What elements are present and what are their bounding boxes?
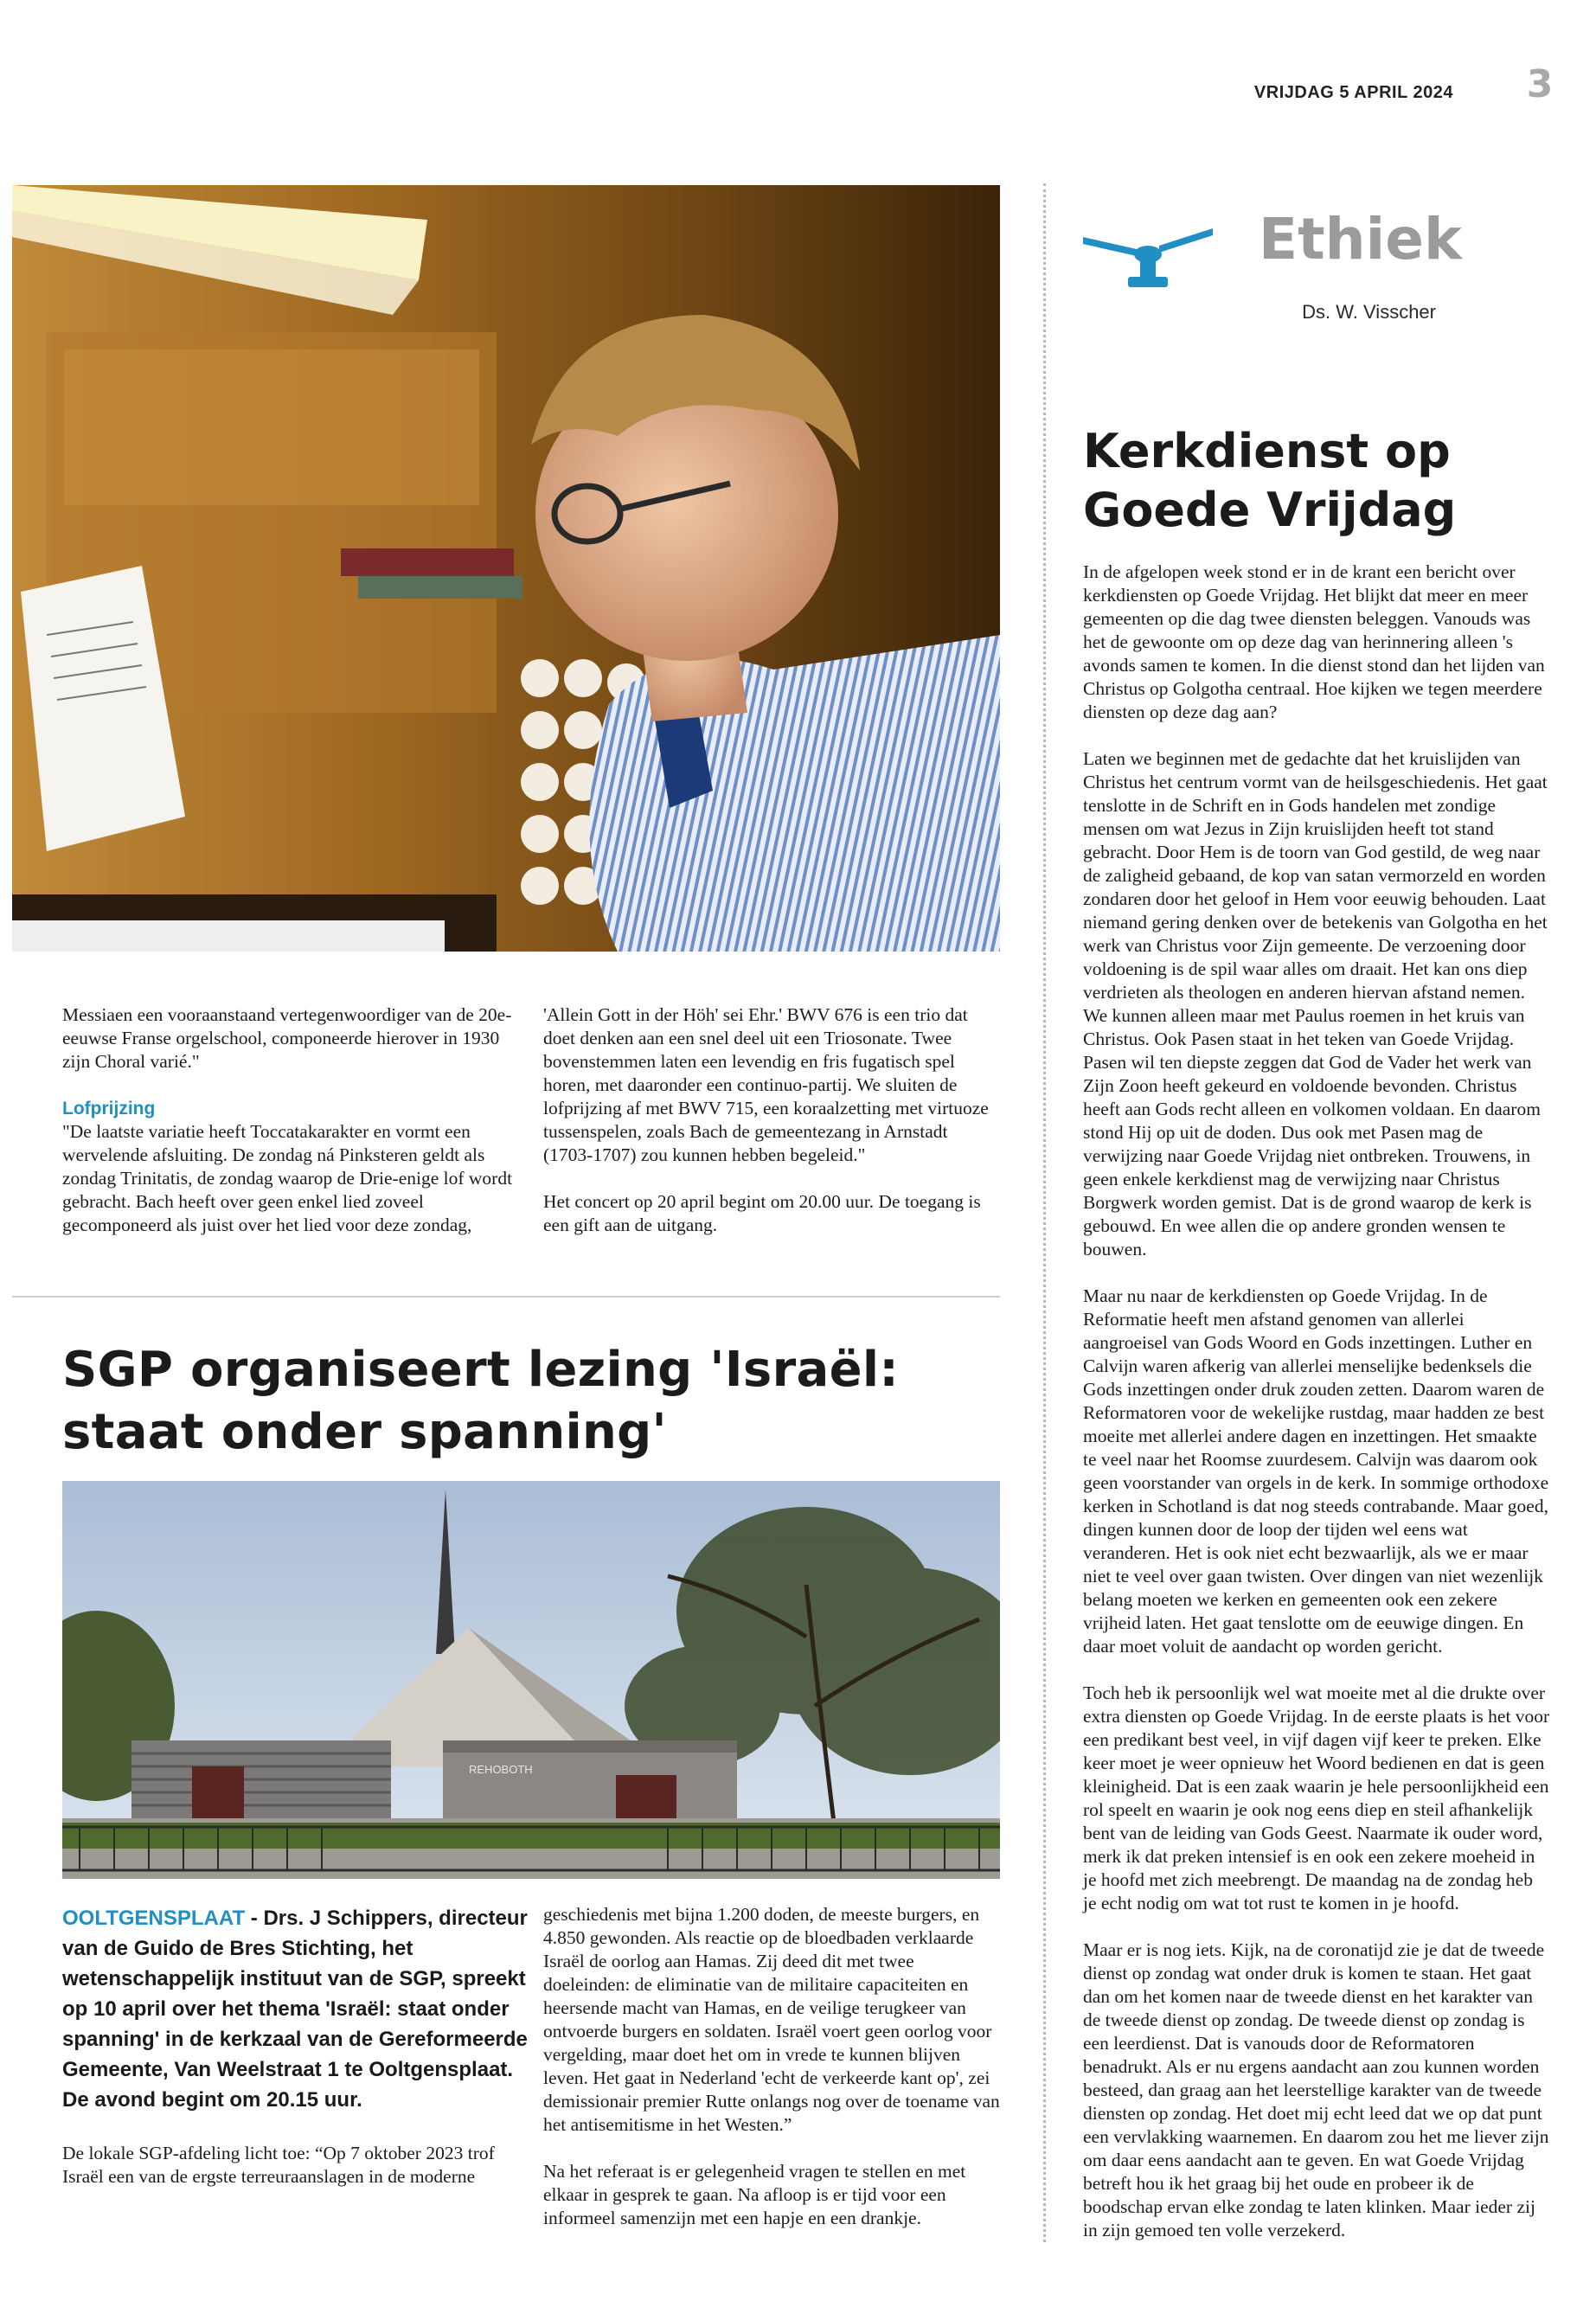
scales-icon: [1083, 216, 1213, 291]
sgp-lead: [62, 1903, 529, 2115]
ethiek-headline: Kerkdienst op Goede Vrijdag: [1083, 424, 1457, 537]
page-number: 3: [1526, 62, 1554, 106]
church-photo: [62, 1481, 1000, 1879]
sgp-article-paragraph: De lokale SGP-afdeling licht toe: “Op 7 oktober 2023 trof Israël een van de ergste terreuraanslagen in de moderne: [62, 2143, 495, 2187]
dateline-place: OOLTGENSPLAAT: [62, 1907, 246, 1930]
column-divider: [1043, 183, 1046, 2242]
organist-photo: [12, 185, 1000, 952]
sgp-article-column-1: [62, 2142, 529, 2212]
section-rule: [12, 1296, 1000, 1298]
organ-article-paragraph: Het concert op 20 april begint om 20.00 uur. De toegang is een gift aan de uitgang.: [543, 1191, 981, 1235]
ethiek-paragraph: Toch heb ik persoonlijk wel wat moeite met al die drukte over extra diensten op Goede Vrijdag. In de eerste plaats is het voor een predikant best veel, in vijf dagen vijf keer te preken. Elke keer moet je weer opnieuw het Woord bedienen en dat is geen kleinigheid. Dat is een zaak waarin je hele persoonlijkheid een rol speelt en waarin je ook nog eens diep en steil afhankelijk bent van de leiding van Gods Geest. Naarmate ik ouder word, merk ik dat preken intensief is en ook een zekere moeheid in je hoofd met zich meebrengt. De maandag na de zondag heb je echt nodig om wat tot rust te komen in je hoofd.: [1083, 1682, 1550, 1913]
sgp-article-paragraph: geschiedenis met bijna 1.200 doden, de meeste burgers, en 4.850 gewonden. Als reactie op de bloedbaden verklaarde Israël de oorlog aan Hamas. Zij deed dit met twee doeleinden: de eliminatie van de militaire capaciteiten en heersende macht van Hamas, en de veilige terugkeer van ontvoerde burgers en soldaten. Israël voert geen oorlog voor vergelding, maar doet het om in vrede te kunnen blijven leven. Het gaat in Nederland 'echt de verkeerde kant op', zei demissionair premier Rutte onlangs nog over de toename van het antisemitisme in het Westen.”: [543, 1904, 1000, 2135]
sgp-article-column-2: [543, 1903, 1000, 2253]
ethiek-paragraph: Maar nu naar de kerkdiensten op Goede Vrijdag. In de Reformatie heeft men afstand genomen van allerlei aangroeisel van Gods Woord en Gods inzettingen. Luther en Calvijn waren afkerig van allerlei menselijke bedenksels die Gods inzettingen onder druk zouden zetten. Daarom waren de Reformatoren voor de wekelijke rustdag, maar hadden ze best moeite met allerlei andere dagen en inzettingen. Het smaakte te veel naar het Roomse zuurdesem. Calvijn was daarom ook geen voorstander van orgels in de kerk. In sommige orthodoxe kerken in Schotland is dat nog steeds contrabande. Maar goed, dingen kunnen door de loop der tijden wel eens wat veranderen. Het is ook niet echt bezwaarlijk, als we er maar niet te veel over gaan twisten. Over dingen van niet wezenlijk belang moeten we kerken en gemeenten ook een zekere vrijheid laten. Het gaat tenslotte om de eeuwige dingen. En daar moet voluit de aandacht op worden gericht.: [1083, 1285, 1549, 1657]
ethiek-paragraph: Laten we beginnen met de gedachte dat het kruislijden van Christus het centrum vormt van de heilsgeschiedenis. Het gaat tenslotte in de Schrift en in Gods handelen met zondige mensen om wat Jezus in Zijn kruislijden heeft tot stand gebracht. Door Hem is de toorn van God gestild, de weg naar de zaligheid gebaand, de kop van satan vermorzeld en worden zondaren door het geloof in Hem voor eeuwig behouden. Laat niemand gering denken over de betekenis van Golgotha en het werk van Christus voor Zijn gemeente. De verzoening door voldoening is de spil waar alles om draait. Het kan ons diep verdrieten als theologen en anderen hiervan afstand nemen. We kunnen alleen maar met Paulus roemen in het kruis van Christus. Ook Pasen staat in het teken van Goede Vrijdag. Pasen wil ten diepste zeggen dat God de Vader het werk van Zijn Zoon heeft gekeurd en voldoende bevonden. Christus heeft aan Gods recht alleen en volkomen voldaan. En daarom stond Hij op uit de doden. Dus ook met Pasen mag de verwijzing naar Goede Vrijdag niet ontbreken. Trouwens, in geen enkele kerkdienst mag de verwijzing naar Christus Borgwerk worden gemist. Dat is de grond waarop de kerk is gebouwd. En wee allen die op andere gronden wensen te bouwen.: [1083, 748, 1548, 1259]
ethiek-paragraph: In de afgelopen week stond er in de krant een bericht over kerkdiensten op Goede Vrijdag. Het blijkt dat meer en meer gemeenten op die dag twee diensten beleggen. Vanouds was het de gewoonte om op deze dag van herinnering alleen 's avonds samen te komen. In die dienst stond dan het lijden van Christus op Golgotha centraal. Hoe kijken we tegen meerdere diensten op deze dag aan?: [1083, 561, 1545, 722]
ethiek-paragraph: Maar er is nog iets. Kijk, na de coronatijd zie je dat de tweede dienst op zondag wat onder druk is komen te staan. Het gaat dan om het komen naar de tweede dienst en het karakter van de tweede dienst op zondag. De tweede dienst op zondag is een leerdienst. Dat is vanouds door de Reformatoren benadrukt. Als er nu ergens aandacht aan zou kunnen worden besteed, dan graag aan het leerstellige karakter van de tweede diensten op zondag. Het doet mij echt leed dat we op dat punt een vervlakking waarnemen. En daarom zou het me liever zijn om daar eens aandacht aan te geven. En wat Goede Vrijdag betreft hou ik het graag bij het oude en probeer ik de boodschap ervan elke zondag te laten klinken. Maar ieder zij in zijn gemoed ten volle verzekerd.: [1083, 1939, 1549, 2240]
church-sign-text: REHOBOTH: [469, 1763, 533, 1776]
lead-text: - Drs. J Schippers, directeur van de Guido de Bres Stichting, het wetenschappelijk instituut van de SGP, spreekt op 10 april over het thema 'Israël: staat onder spanning' in de kerkzaal van de Gereformeerde Gemeente, Van Weelstraat 1 te Ooltgensplaat. De avond begint om 20.15 uur.: [62, 1907, 528, 2112]
subhead-lofprijzing: Lofprijzing: [62, 1099, 156, 1118]
organ-article-column-2: [543, 1003, 1000, 1260]
organ-article-paragraph: 'Allein Gott in der Höh' sei Ehr.' BWV 676 is een trio dat doet denken aan een snel deel uit een Triosonate. Twee bovenstemmen laten een levendig en fris fugatisch spel horen, met daaronder een continuo-partij. We sluiten de lofprijzing af met BWV 715, een koraalzetting met virtuoze tussenspelen, zoals Bach de gemeentezang in Arnstadt (1703-1707) zou kunnen hebben begeleid.": [543, 1004, 989, 1165]
organ-article-paragraph: Messiaen een vooraanstaand vertegenwoordiger van de 20e-eeuwse Franse orgelschool, componeerde hierover in 1930 zijn Choral varié.": [62, 1004, 512, 1072]
section-title: Ethiek: [1259, 206, 1462, 272]
author-byline: Ds. W. Visscher: [1302, 301, 1436, 323]
ethiek-article-body: [1083, 561, 1550, 2266]
sgp-article-paragraph: Na het referaat is er gelegenheid vragen te stellen en met elkaar in gesprek te gaan. Na afloop is er tijd voor een informeel samenzijn met een hapje en een drankje.: [543, 2161, 966, 2228]
issue-date: VRIJDAG 5 APRIL 2024: [1253, 83, 1453, 102]
sgp-headline: SGP organiseert lezing 'Israël: staat onder spanning': [62, 1342, 900, 1460]
organ-article-column-1: [62, 1003, 517, 1260]
organ-article-paragraph: "De laatste variatie heeft Toccatakarakter en vormt een wervelende afsluiting. De zondag ná Pinksteren geldt als zondag Trinitatis, de zondag waarop de Drie-enige lof wordt gebracht. Bach heeft over geen enkel lied zoveel gecomponeerd als juist over het lied voor deze zondag,: [62, 1121, 513, 1235]
